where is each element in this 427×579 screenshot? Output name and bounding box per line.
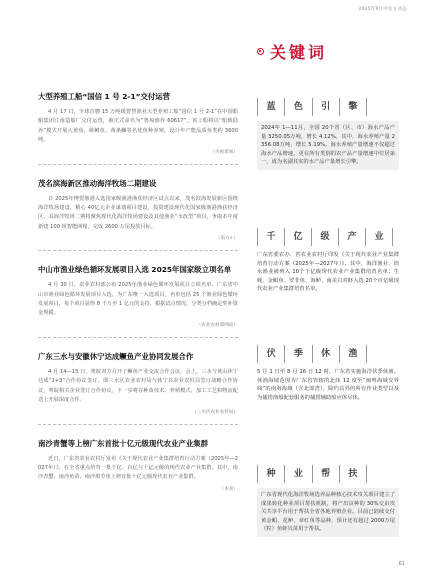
- keyword-char: 千: [257, 228, 284, 246]
- keyword-char: 季: [284, 345, 311, 363]
- keyword-char: 蓝: [257, 98, 284, 116]
- keyword-tag: [257, 465, 367, 483]
- news-column: [38, 92, 238, 515]
- keyword-char: 色: [284, 98, 311, 116]
- header-section: 动态: [395, 7, 407, 12]
- keyword-char: 种: [257, 465, 284, 483]
- keyword-char: 业: [284, 465, 311, 483]
- keyword-char: 级: [311, 228, 338, 246]
- article-body: 近日，广东省农业农村厅发布《关于现代农业产业集群培育行动方案（2025年—2027年）》，在全省重点培育一批千亿、百亿与十亿元级的现代农业产业集群。其中，南沙青蟹、南沙鱼苗、南沙斑节鱼上榜首批十亿元级现代农业产业集群。: [38, 455, 238, 481]
- keywords-heading: [257, 40, 399, 63]
- keyword-tag: [257, 98, 367, 116]
- article-title: 大型养殖工船“国信 1 号 2-1”交付运营: [38, 92, 171, 101]
- news-article: [38, 439, 238, 501]
- keyword-text: 2024年 1—11月，全国 20个省（区、市）海水产品产量 3250.05万吨，增长 4.12%，其中，海水养殖产量 2356.08万吨，增长 5.19%。海水养殖产量增速不仅超过海水产品增速，更在所有类别的农产品产量增速中位居第一，成为名副其实的水产品产量增长引擎。: [261, 125, 395, 166]
- keyword-text: 广东省现代化海洋牧场选养品种核心技术攻关项目建立了成果转化种业项目帮扶机制，将产出良种的 30%交由攻关共享平台用于帮扶全省各地养殖企业。目前已陆续交付黄金鲳、花鲈、章红鱼等品种，预计还有超过 2000万尾（粒）鱼虾贝苗用于帮扶。: [261, 492, 395, 533]
- header-separator: |: [394, 7, 396, 12]
- news-article: [38, 265, 238, 338]
- article-source: （央视新闻）: [210, 149, 238, 155]
- article-body: 4 月 14—15 日，粤皖双方召开了鳜鱼产业交流合作会议，会上，三水与黄山休宁达成“1+3”合作协议签订，即三水区农业农村局与休宁县农业农村局签订战略合作协议，粤皖相关企业签订合作协议，下一步将在种苗技术、养殖模式、加工工艺和物流配送上开展深度合作。: [38, 368, 238, 404]
- keyword-tag: [257, 228, 393, 246]
- keyword-text-box: [257, 251, 399, 294]
- article-title: 广东三水与安徽休宁达成鳜鱼产业协同发展合作: [38, 351, 194, 361]
- article-title: 茂名滨海新区推动海洋牧场二期建设: [38, 178, 157, 188]
- keyword-char: 引: [312, 98, 339, 116]
- article-source: （农业农村部网站）: [196, 322, 238, 328]
- news-article: [38, 92, 238, 165]
- article-source: （三水区农业农村局）: [192, 409, 238, 415]
- circle-dot-icon: [257, 48, 264, 55]
- keyword-char: 帮: [312, 465, 339, 483]
- article-body: 4 月 30 日，农业农村部公布 2025年渔业绿色循环发展项目立项名单，广东省中山市渔业绿色循环发展项目入选，为广东唯一入选项目。名单包括 25 个渔业绿色循环发展项目，每个项目获得 8 千万至 1 亿元的支持。根据试点情况，分类分档确定奖补资金规模。: [38, 282, 238, 317]
- keyword-tag: [257, 345, 367, 363]
- header-issue: 2025年6月中旬: [358, 7, 395, 12]
- keyword-char: 产: [338, 228, 365, 246]
- page-number: 61: [398, 561, 405, 567]
- news-article: [38, 179, 238, 252]
- article-body: 日 2025年博贺渔港入选国家级渔港渔获经济区试点以来，茂名滨海发展新区围绕海洋牧场建设，精心 40亿元企业谋划项目建设，投资建设现代化国家级渔港渔获经济区，其海洋牧场二期将聚焦现代化海洋牧场建设及其他渔业“水改型”项目，争取本年度新建 100 组智能网箱，完成 2600 万尾投放目标。: [38, 195, 238, 230]
- keyword-char: 亿: [284, 228, 311, 246]
- keyword-char: 渔: [339, 345, 367, 363]
- article-source: （本刊）: [219, 486, 238, 492]
- keyword-char: 伏: [257, 345, 284, 363]
- keywords-column: [257, 40, 399, 533]
- article-source: （南方+）: [215, 236, 238, 242]
- keyword-block: [257, 465, 399, 537]
- keyword-block: [257, 345, 399, 402]
- article-title: 南沙青蟹等上榜广东首批十亿元级现代农业产业集群: [38, 438, 208, 448]
- keyword-char: 休: [312, 345, 339, 363]
- article-body: 4 月 17 日，全球首艘 15 万吨级智慧渔业大型养殖工船“国信 1 号 2-1”在中国船舶集团江南造船厂交付运营，被正式命名为“鲁琼渔养 60617”。该工船将以“船载陆养”模式开展大黄鱼、鲑鳟鱼、黄条鰤等名优鱼种养殖，设计年产能品质鱼类约 3600吨。: [38, 109, 238, 144]
- keyword-text-box: [257, 368, 399, 402]
- keyword-text-box: [257, 121, 399, 170]
- keyword-block: [257, 98, 399, 170]
- article-title: 中山市渔业绿色循环发展项目入选 2025年国家级立项名单: [38, 265, 232, 275]
- news-article: [38, 352, 238, 425]
- keyword-char: 擎: [339, 98, 367, 116]
- keyword-char: 扶: [339, 465, 367, 483]
- keyword-text-box: [257, 488, 399, 537]
- keyword-text: 5 月 1 日至 8 月 16 日 12 时，广东省实施海洋伏季休渔。休渔海域范围为广东省管辖的北纬 12 度至“闽粤海域交界线”的南海海域（含北部湾），除钓具外的所有作业类型以及为捕捞渔船配套服务的捕捞辅助船应休尽休。: [257, 369, 399, 401]
- keywords-title: 关键词: [270, 43, 328, 62]
- page-header: [359, 6, 408, 12]
- keyword-char: 业: [365, 228, 393, 246]
- keyword-text: 广东省委农办、省农业农村厅印发《关于现代农业产业集群培育行动方案（2025年—2027年）》。其中，海洋渔业、淡水渔业被列入 10个千亿级现代农业产业集群培育名单；生蚝、金鲳鱼、罗非鱼、海鲈、南美白对虾入选 20个百亿级现代农业产业集群培育名单。: [257, 252, 399, 293]
- keyword-block: [257, 228, 399, 294]
